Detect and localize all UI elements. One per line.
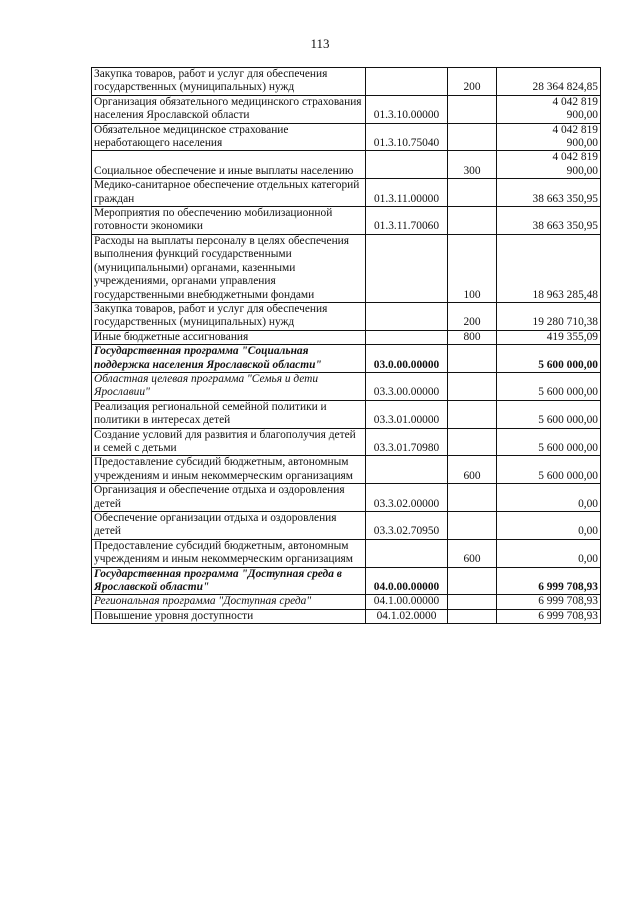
- target-code-cell: [366, 151, 448, 179]
- target-code-cell: 01.3.10.75040: [366, 123, 448, 151]
- amount-cell: 4 042 819 900,00: [497, 123, 601, 151]
- table-row: [92, 68, 601, 96]
- item-name-cell: Медико-санитарное обеспечение отдельных категорий граждан: [92, 179, 366, 207]
- target-code-cell: [366, 330, 448, 344]
- table-row: [92, 595, 601, 609]
- item-name-cell: Расходы на выплаты персоналу в целях обеспечения выполнения функций государственными (муниципальными) органами, казенными учреждениями, органами управления государственными внебюджетными фондами: [92, 234, 366, 302]
- expense-type-cell: [448, 207, 497, 235]
- expense-type-cell: [448, 484, 497, 512]
- amount-cell: 5 600 000,00: [497, 428, 601, 456]
- target-code-cell: 04.1.00.00000: [366, 595, 448, 609]
- target-code-cell: 01.3.10.00000: [366, 95, 448, 123]
- item-name-cell: Закупка товаров, работ и услуг для обеспечения государственных (муниципальных) нужд: [92, 68, 366, 96]
- item-name-cell: Реализация региональной семейной политики и политики в интересах детей: [92, 400, 366, 428]
- item-name-cell: Повышение уровня доступности: [92, 609, 366, 623]
- expense-type-cell: [448, 372, 497, 400]
- target-code-cell: 01.3.11.70060: [366, 207, 448, 235]
- target-code-cell: [366, 234, 448, 302]
- target-code-cell: 03.3.02.00000: [366, 484, 448, 512]
- item-name-cell: Организация и обеспечение отдыха и оздоровления детей: [92, 484, 366, 512]
- amount-cell: 6 999 708,93: [497, 609, 601, 623]
- item-name-cell: Обеспечение организации отдыха и оздоровления детей: [92, 512, 366, 540]
- table-row: [92, 207, 601, 235]
- expense-type-cell: [448, 609, 497, 623]
- target-code-cell: [366, 456, 448, 484]
- amount-cell: 0,00: [497, 512, 601, 540]
- item-name-cell: Государственная программа "Социальная поддержка населения Ярославской области": [92, 345, 366, 373]
- expense-type-cell: 200: [448, 302, 497, 330]
- amount-cell: 5 600 000,00: [497, 345, 601, 373]
- item-name-cell: Предоставление субсидий бюджетным, автономным учреждениям и иным некоммерческим организациям: [92, 539, 366, 567]
- target-code-cell: 03.3.01.00000: [366, 400, 448, 428]
- table-row: [92, 539, 601, 567]
- item-name-cell: Иные бюджетные ассигнования: [92, 330, 366, 344]
- amount-cell: 419 355,09: [497, 330, 601, 344]
- expense-type-cell: [448, 595, 497, 609]
- expense-type-cell: [448, 179, 497, 207]
- expense-type-cell: [448, 123, 497, 151]
- amount-cell: 38 663 350,95: [497, 207, 601, 235]
- amount-cell: 0,00: [497, 539, 601, 567]
- table-row: [92, 302, 601, 330]
- table-row: [92, 151, 601, 179]
- table-row: [92, 95, 601, 123]
- expense-type-cell: [448, 512, 497, 540]
- target-code-cell: 03.0.00.00000: [366, 345, 448, 373]
- amount-cell: 18 963 285,48: [497, 234, 601, 302]
- expense-type-cell: [448, 95, 497, 123]
- item-name-cell: Мероприятия по обеспечению мобилизационной готовности экономики: [92, 207, 366, 235]
- item-name-cell: Областная целевая программа "Семья и дети Ярославии": [92, 372, 366, 400]
- table-row: [92, 484, 601, 512]
- table-row: [92, 123, 601, 151]
- table-row: [92, 372, 601, 400]
- amount-cell: 19 280 710,38: [497, 302, 601, 330]
- target-code-cell: [366, 302, 448, 330]
- item-name-cell: Региональная программа "Доступная среда": [92, 595, 366, 609]
- table-row: [92, 179, 601, 207]
- amount-cell: 5 600 000,00: [497, 456, 601, 484]
- table-row: [92, 428, 601, 456]
- expense-type-cell: 600: [448, 539, 497, 567]
- table-row: [92, 567, 601, 595]
- amount-cell: 0,00: [497, 484, 601, 512]
- amount-cell: 28 364 824,85: [497, 68, 601, 96]
- table-row: [92, 456, 601, 484]
- expense-type-cell: [448, 345, 497, 373]
- item-name-cell: Предоставление субсидий бюджетным, автономным учреждениям и иным некоммерческим организациям: [92, 456, 366, 484]
- expense-type-cell: 300: [448, 151, 497, 179]
- expense-type-cell: 200: [448, 68, 497, 96]
- amount-cell: 4 042 819 900,00: [497, 95, 601, 123]
- expense-type-cell: [448, 567, 497, 595]
- target-code-cell: 04.1.02.0000: [366, 609, 448, 623]
- table-row: [92, 234, 601, 302]
- expense-type-cell: 800: [448, 330, 497, 344]
- amount-cell: 4 042 819 900,00: [497, 151, 601, 179]
- item-name-cell: Социальное обеспечение и иные выплаты населению: [92, 151, 366, 179]
- item-name-cell: Создание условий для развития и благополучия детей и семей с детьми: [92, 428, 366, 456]
- item-name-cell: Государственная программа "Доступная среда в Ярославской области": [92, 567, 366, 595]
- table-row: [92, 400, 601, 428]
- expense-type-cell: [448, 400, 497, 428]
- budget-table: [91, 67, 601, 624]
- table-row: [92, 345, 601, 373]
- target-code-cell: 04.0.00.00000: [366, 567, 448, 595]
- amount-cell: 6 999 708,93: [497, 595, 601, 609]
- expense-type-cell: 600: [448, 456, 497, 484]
- table-row: [92, 330, 601, 344]
- page-number: 113: [310, 36, 330, 51]
- target-code-cell: 01.3.11.00000: [366, 179, 448, 207]
- target-code-cell: [366, 68, 448, 96]
- target-code-cell: [366, 539, 448, 567]
- target-code-cell: 03.3.00.00000: [366, 372, 448, 400]
- amount-cell: 38 663 350,95: [497, 179, 601, 207]
- item-name-cell: Организация обязательного медицинского страхования населения Ярославской области: [92, 95, 366, 123]
- expense-type-cell: [448, 428, 497, 456]
- item-name-cell: Обязательное медицинское страхование неработающего населения: [92, 123, 366, 151]
- item-name-cell: Закупка товаров, работ и услуг для обеспечения государственных (муниципальных) нужд: [92, 302, 366, 330]
- table-row: [92, 512, 601, 540]
- expense-type-cell: 100: [448, 234, 497, 302]
- amount-cell: 5 600 000,00: [497, 372, 601, 400]
- amount-cell: 5 600 000,00: [497, 400, 601, 428]
- table-row: [92, 609, 601, 623]
- target-code-cell: 03.3.01.70980: [366, 428, 448, 456]
- amount-cell: 6 999 708,93: [497, 567, 601, 595]
- target-code-cell: 03.3.02.70950: [366, 512, 448, 540]
